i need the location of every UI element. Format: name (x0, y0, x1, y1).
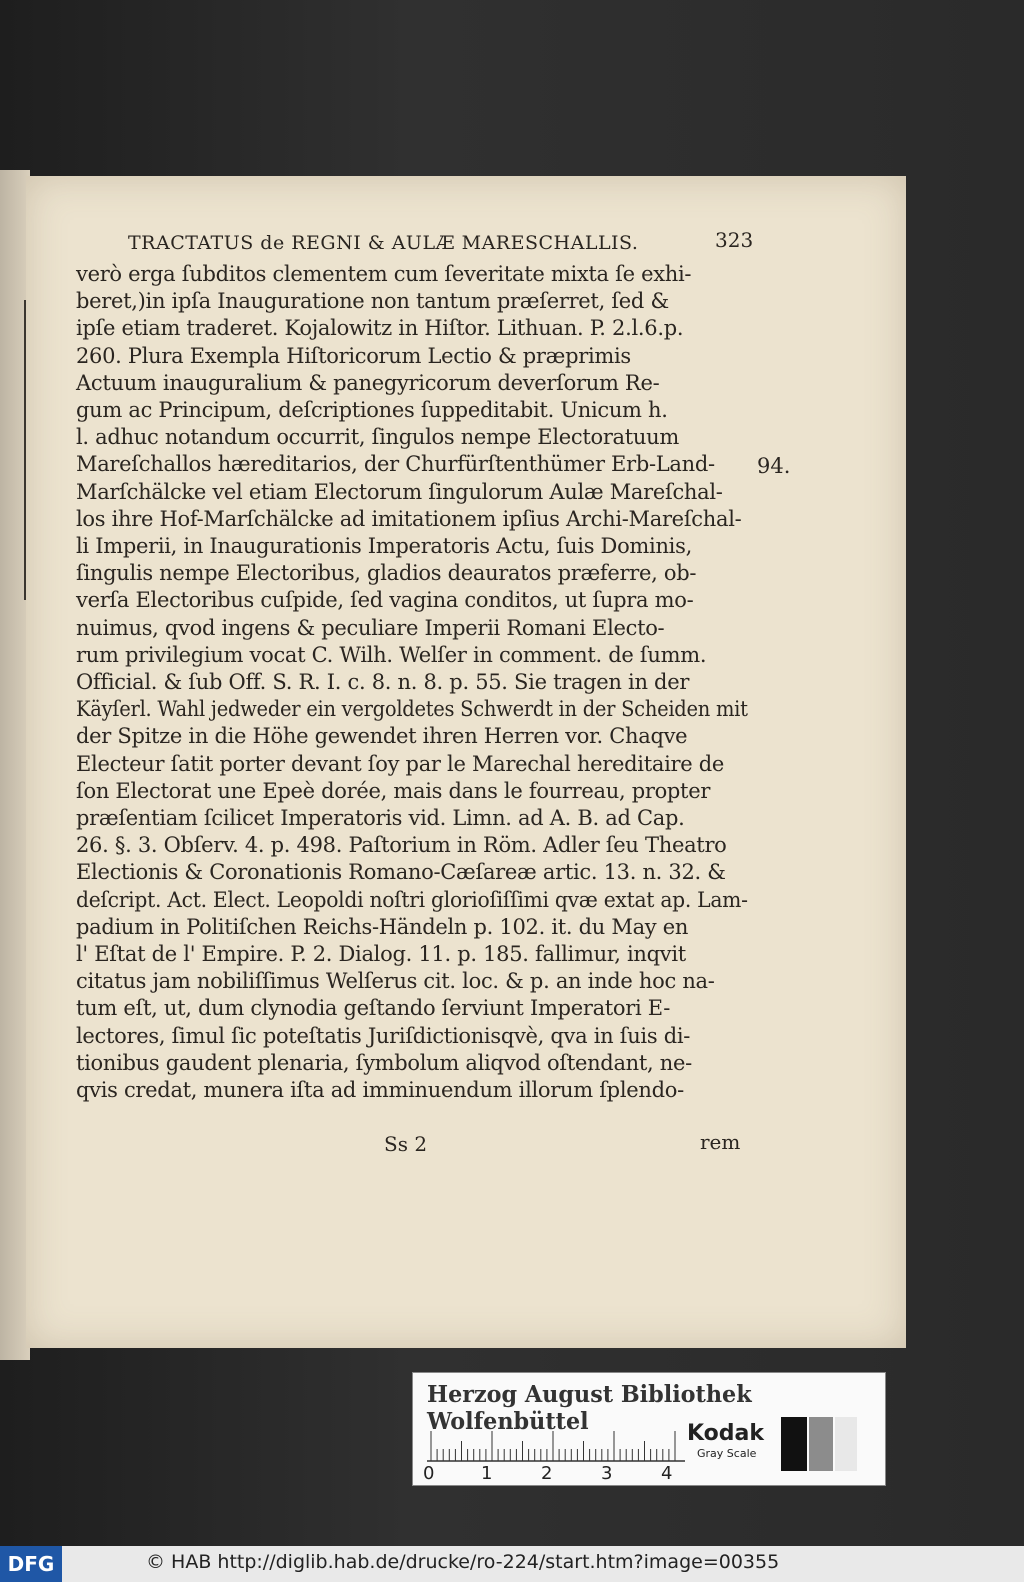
text-line: ipſe etiam traderet. Kojalowitz in Hiſtor. Lithuan. P. 2.l.6.p. (76, 316, 684, 341)
gray-patch-light (835, 1417, 857, 1471)
gray-patch-mid (809, 1417, 833, 1471)
text-line: nuimus, qvod ingens & peculiare Imperii Romani Electo- (76, 615, 665, 640)
catchword: rem (700, 1130, 741, 1154)
text-line: Marſchälcke vel etiam Electorum ſingulorum Aulæ Mareſchal- (76, 479, 723, 504)
footer-bar (0, 1546, 1024, 1582)
text-line: deſcript. Act. Elect. Leopoldi noſtri glorioſiſſimi qvæ extat ap. Lam- (76, 887, 748, 912)
text-line: præſentiam ſcilicet Imperatoris vid. Limn. ad A. B. ad Cap. (76, 806, 685, 830)
color-target-card (412, 1372, 886, 1486)
signature-mark: Ss 2 (384, 1132, 428, 1156)
text-line: padium in Politiſchen Reichs-Händeln p. 102. it. du May en (76, 914, 689, 939)
text-line: 26. §. 3. Obſerv. 4. p. 498. Paſtorium in Röm. Adler ſeu Theatro (76, 833, 727, 858)
kodak-brand: Kodak (687, 1421, 764, 1446)
text-line: lectores, ſimul ſic poteſtatis Juriſdictionisqvè, qva in ſuis di- (76, 1023, 691, 1048)
gray-patch-black (781, 1417, 807, 1471)
ruler-label: 3 (601, 1463, 613, 1484)
text-line: verò erga ſubditos clementem cum ſeveritate mixta ſe exhi- (76, 262, 692, 286)
text-line: citatus jam nobiliſſimus Welſerus cit. loc. & p. an inde hoc na- (76, 969, 715, 994)
text-line: ſon Electorat une Epeè dorée, mais dans le fourreau, propter (76, 778, 711, 803)
ruler-label: 1 (481, 1463, 493, 1484)
text-line: der Spitze in die Höhe gewendet ihren Herren vor. Chaqve (76, 724, 688, 749)
text-line: tionibus gaudent plenaria, ſymbolum aliqvod oſtendant, ne- (76, 1050, 692, 1075)
text-line: beret,)in ipſa Inauguratione non tantum præſerret, ſed & (76, 289, 669, 314)
footer-credit: © HAB http://diglib.hab.de/drucke/ro-224/start.htm?image=00355 (146, 1551, 780, 1573)
text-line: l' Eſtat de l' Empire. P. 2. Dialog. 11. p. 185. fallimur, inqvit (76, 942, 686, 966)
text-line: los ihre Hof-Marſchälcke ad imitationem ipſius Archi-Mareſchal- (76, 506, 742, 531)
text-line: Mareſchallos hæreditarios, der Churfürſtenthümer Erb-Land- (76, 452, 715, 477)
ruler-label: 4 (661, 1463, 673, 1484)
text-line: qvis credat, munera iſta ad imminuendum illorum ſplendo- (76, 1078, 684, 1102)
page-number: 323 (715, 228, 754, 252)
text-line: rum privilegium vocat C. Wilh. Welſer in comment. de ſumm. (76, 642, 707, 667)
text-line: tum eſt, ut, dum clynodia geſtando ſerviunt Imperatori E- (76, 996, 671, 1021)
gray-scale-label: Gray Scale (697, 1447, 757, 1460)
text-line: Käyſerl. Wahl jedweder ein vergoldetes Schwerdt in der Scheiden mit (76, 697, 748, 722)
text-line: Electeur ſatit porter devant ſoy par le Marechal hereditaire de (76, 751, 725, 776)
text-line: ſingulis nempe Electoribus, gladios deauratos præferre, ob- (76, 561, 697, 586)
ruler-label: 0 (423, 1463, 435, 1484)
text-line: l. adhuc notandum occurrit, ſingulos nempe Electoratuum (76, 425, 679, 450)
text-line: Actuum inauguralium & panegyricorum deverſorum Re- (76, 370, 660, 395)
text-line: gum ac Principum, deſcriptiones ſuppeditabit. Unicum h. (76, 398, 668, 422)
text-line: verſa Electoribus cuſpide, ſed vagina conditos, ut ſupra mo- (76, 588, 694, 613)
dfg-logo: DFG (0, 1546, 62, 1582)
text-line: 260. Plura Exempla Hiſtoricorum Lectio & præprimis (76, 343, 631, 368)
text-line: Official. & ſub Off. S. R. I. c. 8. n. 8. p. 55. Sie tragen in der (76, 670, 690, 694)
text-line: Electionis & Coronationis Romano-Cæſareæ artic. 13. n. 32. & (76, 860, 726, 885)
margin-number: 94. (757, 454, 791, 478)
scale-ruler (427, 1425, 685, 1463)
ruler-label: 2 (541, 1463, 553, 1484)
library-name: Herzog August Bibliothek Wolfenbüttel (427, 1381, 752, 1435)
running-head: TRACTATUS de REGNI & AULÆ MARESCHALLIS. (128, 232, 639, 254)
text-line: li Imperii, in Inaugurationis Imperatoris Actu, ſuis Dominis, (76, 534, 692, 558)
